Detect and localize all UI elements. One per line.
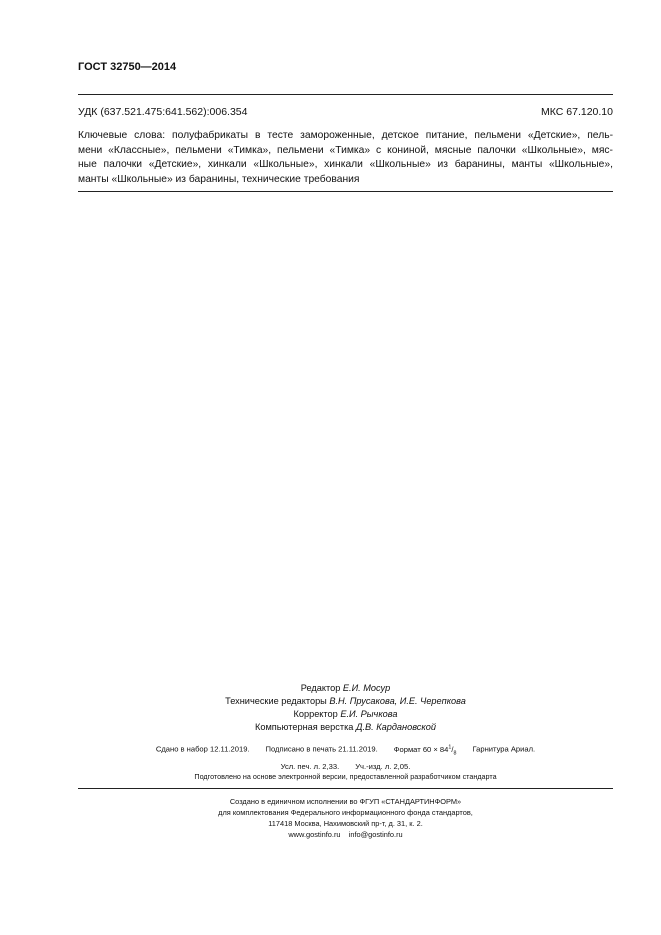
layout-role: Компьютерная верстка: [255, 722, 356, 732]
keywords-divider: [78, 191, 613, 192]
corrector-row: [78, 708, 613, 721]
format-info: Формат $60 \times 84^1/_8$: [393, 744, 457, 757]
udk-code: УДК (637.521.475:641.562):006.354: [78, 106, 248, 118]
publisher-sheets: Уч.-изд. л. 2,05.: [355, 762, 411, 772]
header-divider: [78, 94, 613, 95]
keywords-block: [78, 129, 613, 187]
tech-editors-role: Технические редакторы: [225, 696, 330, 706]
corrector-name: Е.И. Рычкова: [340, 709, 398, 719]
footer-line: для комплектования Федерального информационного фонда стандартов,: [218, 808, 473, 817]
layout-row: [78, 721, 613, 734]
mks-code: МКС 67.120.10: [541, 106, 613, 118]
editor-role: Редактор: [300, 683, 343, 693]
corrector-role: Корректор: [293, 709, 341, 719]
credits-block: [78, 682, 613, 734]
typeface-info: Гарнитура Ариал.: [472, 744, 536, 754]
publication-info: [78, 741, 613, 773]
keywords-line: Ключевые слова: полуфабрикаты в тесте замороженные, детское питание, пельмени «Детские», пель-: [78, 130, 613, 141]
editor-name: Е.И. Мосур: [342, 683, 391, 693]
footer-line: 117418 Москва, Нахимовский пр-т, д. 31, к. 2.: [268, 819, 423, 828]
document-header-title: ГОСТ 32750—2014: [78, 61, 177, 73]
publication-line-1: [78, 741, 613, 760]
footer-contacts: www.gostinfo.ru info@gostinfo.ru: [288, 830, 403, 839]
footer-line: Создано в единичном исполнении во ФГУП «СТАНДАРТИНФОРМ»: [229, 797, 462, 806]
submitted-date: Сдано в набор 12.11.2019.: [155, 744, 250, 754]
signed-date: Подписано в печать 21.11.2019.: [265, 744, 378, 754]
editor-row: [78, 682, 613, 695]
footer-block: [78, 796, 613, 840]
format-denominator: 8: [453, 750, 457, 757]
prepared-note: Подготовлено на основе электронной версии, предоставленной разработчиком стандарта: [194, 772, 497, 781]
layout-name: Д.В. Кардановской: [355, 722, 436, 732]
footer-divider: [78, 788, 613, 789]
keywords-line: мени «Классные», пельмени «Тимка», пельмени «Тимка» с кониной, мясные палочки «Школьные», мяс-: [78, 144, 613, 156]
format-prefix: Формат 60 × 84: [393, 744, 449, 754]
keywords-line: манты «Школьные» из баранины, технические требования: [78, 173, 360, 185]
keywords-line: ные палочки «Детские», хинкали «Школьные», хинкали «Школьные» из баранины, манты «Школьные»,: [78, 159, 613, 170]
format-numerator: 1: [448, 744, 452, 750]
tech-editors-names: В.Н. Прусакова, И.Е. Черепкова: [329, 696, 466, 706]
print-sheets: Усл. печ. л. 2,33.: [280, 762, 340, 772]
tech-editors-row: [78, 695, 613, 708]
